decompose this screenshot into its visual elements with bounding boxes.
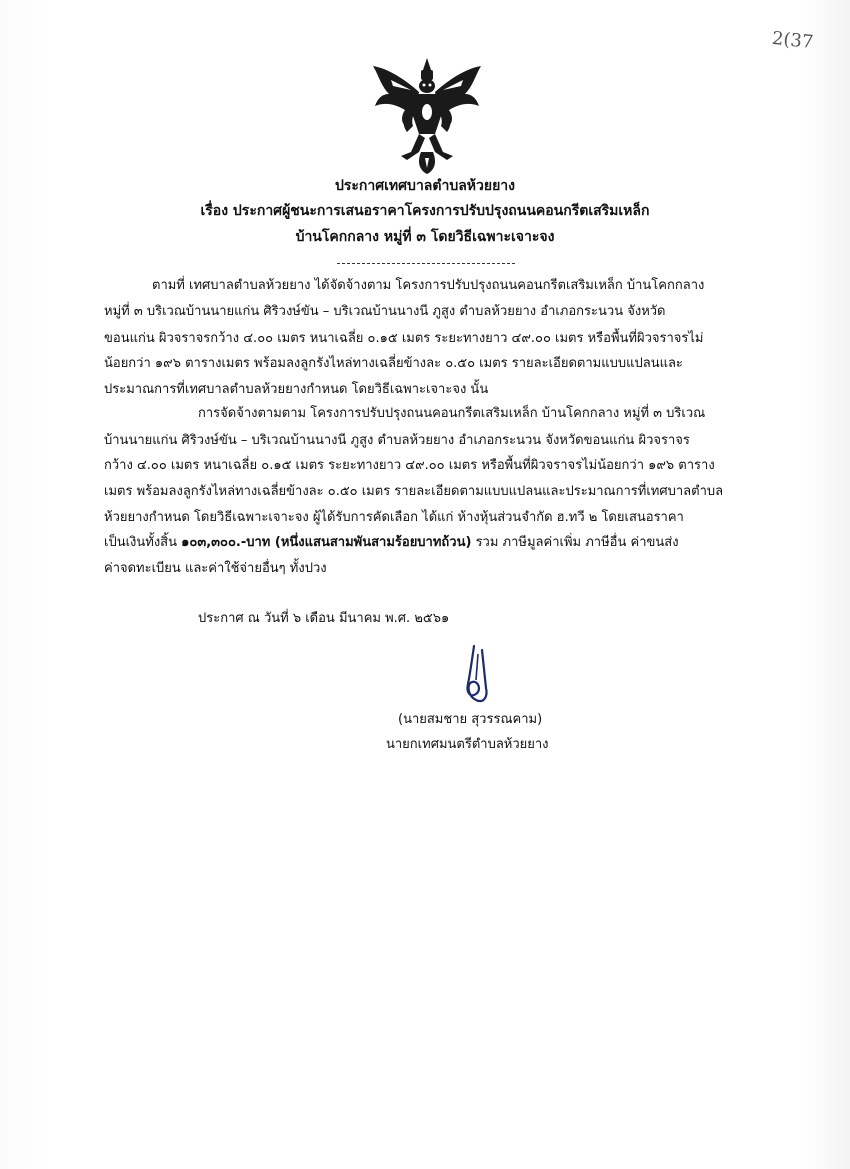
garuda-emblem-icon — [371, 56, 483, 176]
signatory-position: นายกเทศมนตรีตำบลห้วยยาง — [386, 737, 549, 752]
paragraph-1-line: น้อยกว่า ๑๙๖ ตารางเมตร พร้อมลงลูกรังไหล่ทางเฉลี่ยข้างละ ๐.๕๐ เมตร รายละเอียดตามแบบแปลนและ — [104, 356, 683, 371]
paragraph-2-line: การจัดจ้างตามตาม โครงการปรับปรุงถนนคอนกรีตเสริมเหล็ก บ้านโคกกลาง หมู่ที่ ๓ บริเวณ — [198, 406, 706, 421]
amount-prefix: เป็นเงินทั้งสิ้น — [104, 535, 182, 550]
signature-mark — [452, 640, 512, 710]
announcement-org-title: ประกาศเทศบาลตำบลห้วยยาง — [335, 178, 515, 194]
announcement-subject: เรื่อง ประกาศผู้ชนะการเสนอราคาโครงการปรับปรุงถนนคอนกรีตเสริมเหล็ก — [200, 203, 650, 219]
amount-suffix: รวม ภาษีมูลค่าเพิ่ม ภาษีอื่น ค่าขนส่ง — [471, 535, 679, 550]
paragraph-2-line: ห้วยยางกำหนด โดยวิธีเฉพาะเจาะจง ผู้ได้รับการคัดเลือก ได้แก่ ห้างหุ้นส่วนจำกัด ฮ.ทวี ๒ โดยเสนอราคา — [104, 510, 684, 525]
paragraph-2-line: กว้าง ๔.๐๐ เมตร หนาเฉลี่ย ๐.๑๕ เมตร ระยะทางยาว ๔๙.๐๐ เมตร หรือพื้นที่ผิวจราจรไม่น้อยกว่า ๑๙๖ ตาราง — [104, 458, 715, 473]
announce-date: ประกาศ ณ วันที่ ๖ เดือน มีนาคม พ.ศ. ๒๕๖๑ — [198, 611, 450, 626]
paragraph-1-line: หมู่ที่ ๓ บริเวณบ้านนายแก่น ศิริวงษ์ขัน – บริเวณบ้านนางนี ภูสูง ตำบลห้วยยาง อำเภอกระนวน จังหวัด — [104, 304, 666, 319]
announcement-subject-cont: บ้านโคกกลาง หมู่ที่ ๓ โดยวิธีเฉพาะเจาะจง — [295, 229, 555, 245]
paragraph-1-line: ตามที่ เทศบาลตำบลห้วยยาง ได้จัดจ้างตาม โครงการปรับปรุงถนนคอนกรีตเสริมเหล็ก บ้านโคกกลาง — [152, 278, 705, 293]
contract-amount: ๑๐๓,๓๐๐.-บาท (หนึ่งแสนสามพันสามร้อยบาทถ้วน) — [181, 535, 472, 550]
paragraph-2-line: บ้านนายแก่น ศิริวงษ์ขัน – บริเวณบ้านนางนี ภูสูง ตำบลห้วยยาง อำเภอกระนวน จังหวัดขอนแก่น ผิวจราจร — [104, 433, 690, 448]
handwritten-page-note: 2(37 — [771, 27, 815, 54]
title-divider — [337, 263, 515, 264]
paragraph-2-line: เมตร พร้อมลงลูกรังไหล่ทางเฉลี่ยข้างละ ๐.๕๐ เมตร รายละเอียดตามแบบแปลนและประมาณการที่เทศบาลตำบล — [104, 484, 724, 499]
paragraph-1-line: ประมาณการที่เทศบาลตำบลห้วยยางกำหนด โดยวิธีเฉพาะเจาะจง นั้น — [104, 382, 489, 397]
paragraph-1-line: ขอนแก่น ผิวจราจรกว้าง ๔.๐๐ เมตร หนาเฉลี่ย ๐.๑๕ เมตร ระยะทางยาว ๔๙.๐๐ เมตร หรือพื้นที่ผิวจราจรไม่ — [104, 331, 704, 346]
paragraph-2-amount-line — [104, 534, 679, 551]
paragraph-2-line: ค่าจดทะเบียน และค่าใช้จ่ายอื่นๆ ทั้งปวง — [104, 561, 327, 576]
signatory-name: (นายสมชาย สุวรรณคาม) — [398, 712, 543, 727]
